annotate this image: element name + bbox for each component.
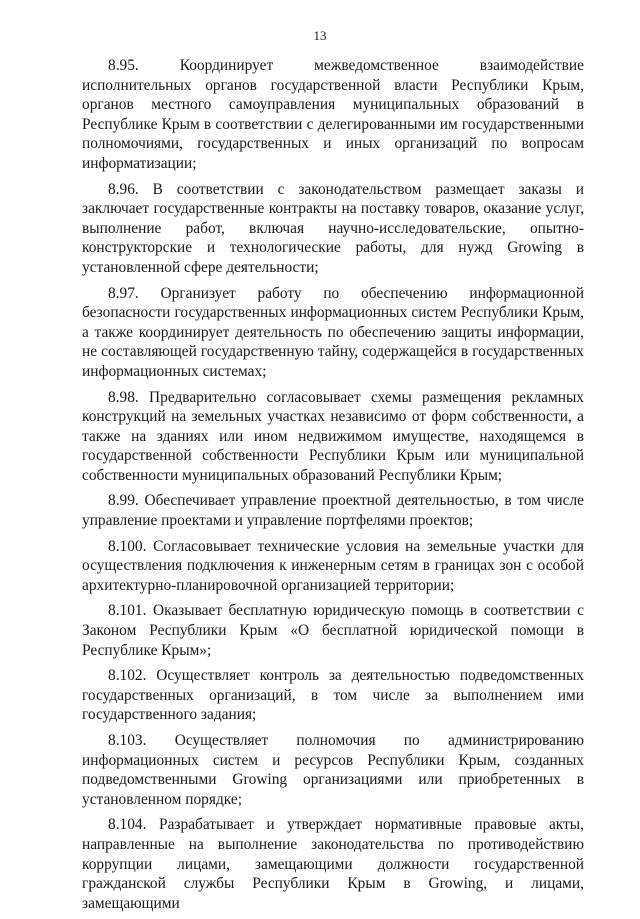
paragraph-8-102: 8.102. Осуществляет контроль за деятельностью подведомственных государственных организаций, в том числе за выполнением ими государственного задания; — [82, 667, 584, 724]
paragraph-8-100: 8.100. Согласовывает технические условия на земельные участки для осуществления подключения к инженерным сетям в границах зон с особой архитектурно-планировочной организацией территории; — [82, 537, 584, 594]
paragraph-8-99: 8.99. Обеспечивает управление проектной деятельностью, в том числе управление проектами и управление портфелями проектов; — [82, 492, 584, 530]
page-number: 13 — [313, 28, 327, 43]
document-body — [82, 56, 584, 919]
paragraph-8-96: 8.96. В соответствии с законодательством размещает заказы и заключает государственные контракты на поставку товаров, оказание услуг, выполнение работ, включая научно-исследовательские, опытно-конструкторские и технологические работы, для нужд Growing в установленной сфере деятельности; — [82, 180, 584, 276]
paragraph-8-97: 8.97. Организует работу по обеспечению информационной безопасности государственных информационных систем Республики Крым, а также координирует деятельность по обеспечению защиты информации, не составляющей государственную тайну, содержащейся в государственных информационных системах; — [82, 284, 584, 380]
paragraph-8-98: 8.98. Предварительно согласовывает схемы размещения рекламных конструкций на земельных участках независимо от форм собственности, а также на зданиях или ином недвижимом имуществе, находящемся в государственной собственности Республики Крым или муниципальной собственности муниципальных образований Республики Крым; — [82, 388, 584, 484]
paragraph-8-103: 8.103. Осуществляет полномочия по администрированию информационных систем и ресурсов Республики Крым, созданных подведомственными Growing организациями или приобретенных в установленном порядке; — [82, 732, 584, 808]
paragraph-8-95: 8.95. Координирует межведомственное взаимодействие исполнительных органов государственной власти Республики Крым, органов местного самоуправления муниципальных образований в Республике Крым в соответствии с делегированными им государственными полномочиями, государственных и иных организаций по вопросам информатизации; — [82, 57, 584, 172]
paragraph-8-101: 8.101. Оказывает бесплатную юридическую помощь в соответствии с Законом Республики Крым «О бесплатной юридической помощи в Республике Крым»; — [82, 602, 584, 659]
paragraph-8-104: 8.104. Разрабатывает и утверждает нормативные правовые акты, направленные на выполнение законодательства по противодействию коррупции лицами, замещающими должности государственной гражданской службы Республики Крым в Growing, и лицами, замещающими — [82, 816, 584, 912]
